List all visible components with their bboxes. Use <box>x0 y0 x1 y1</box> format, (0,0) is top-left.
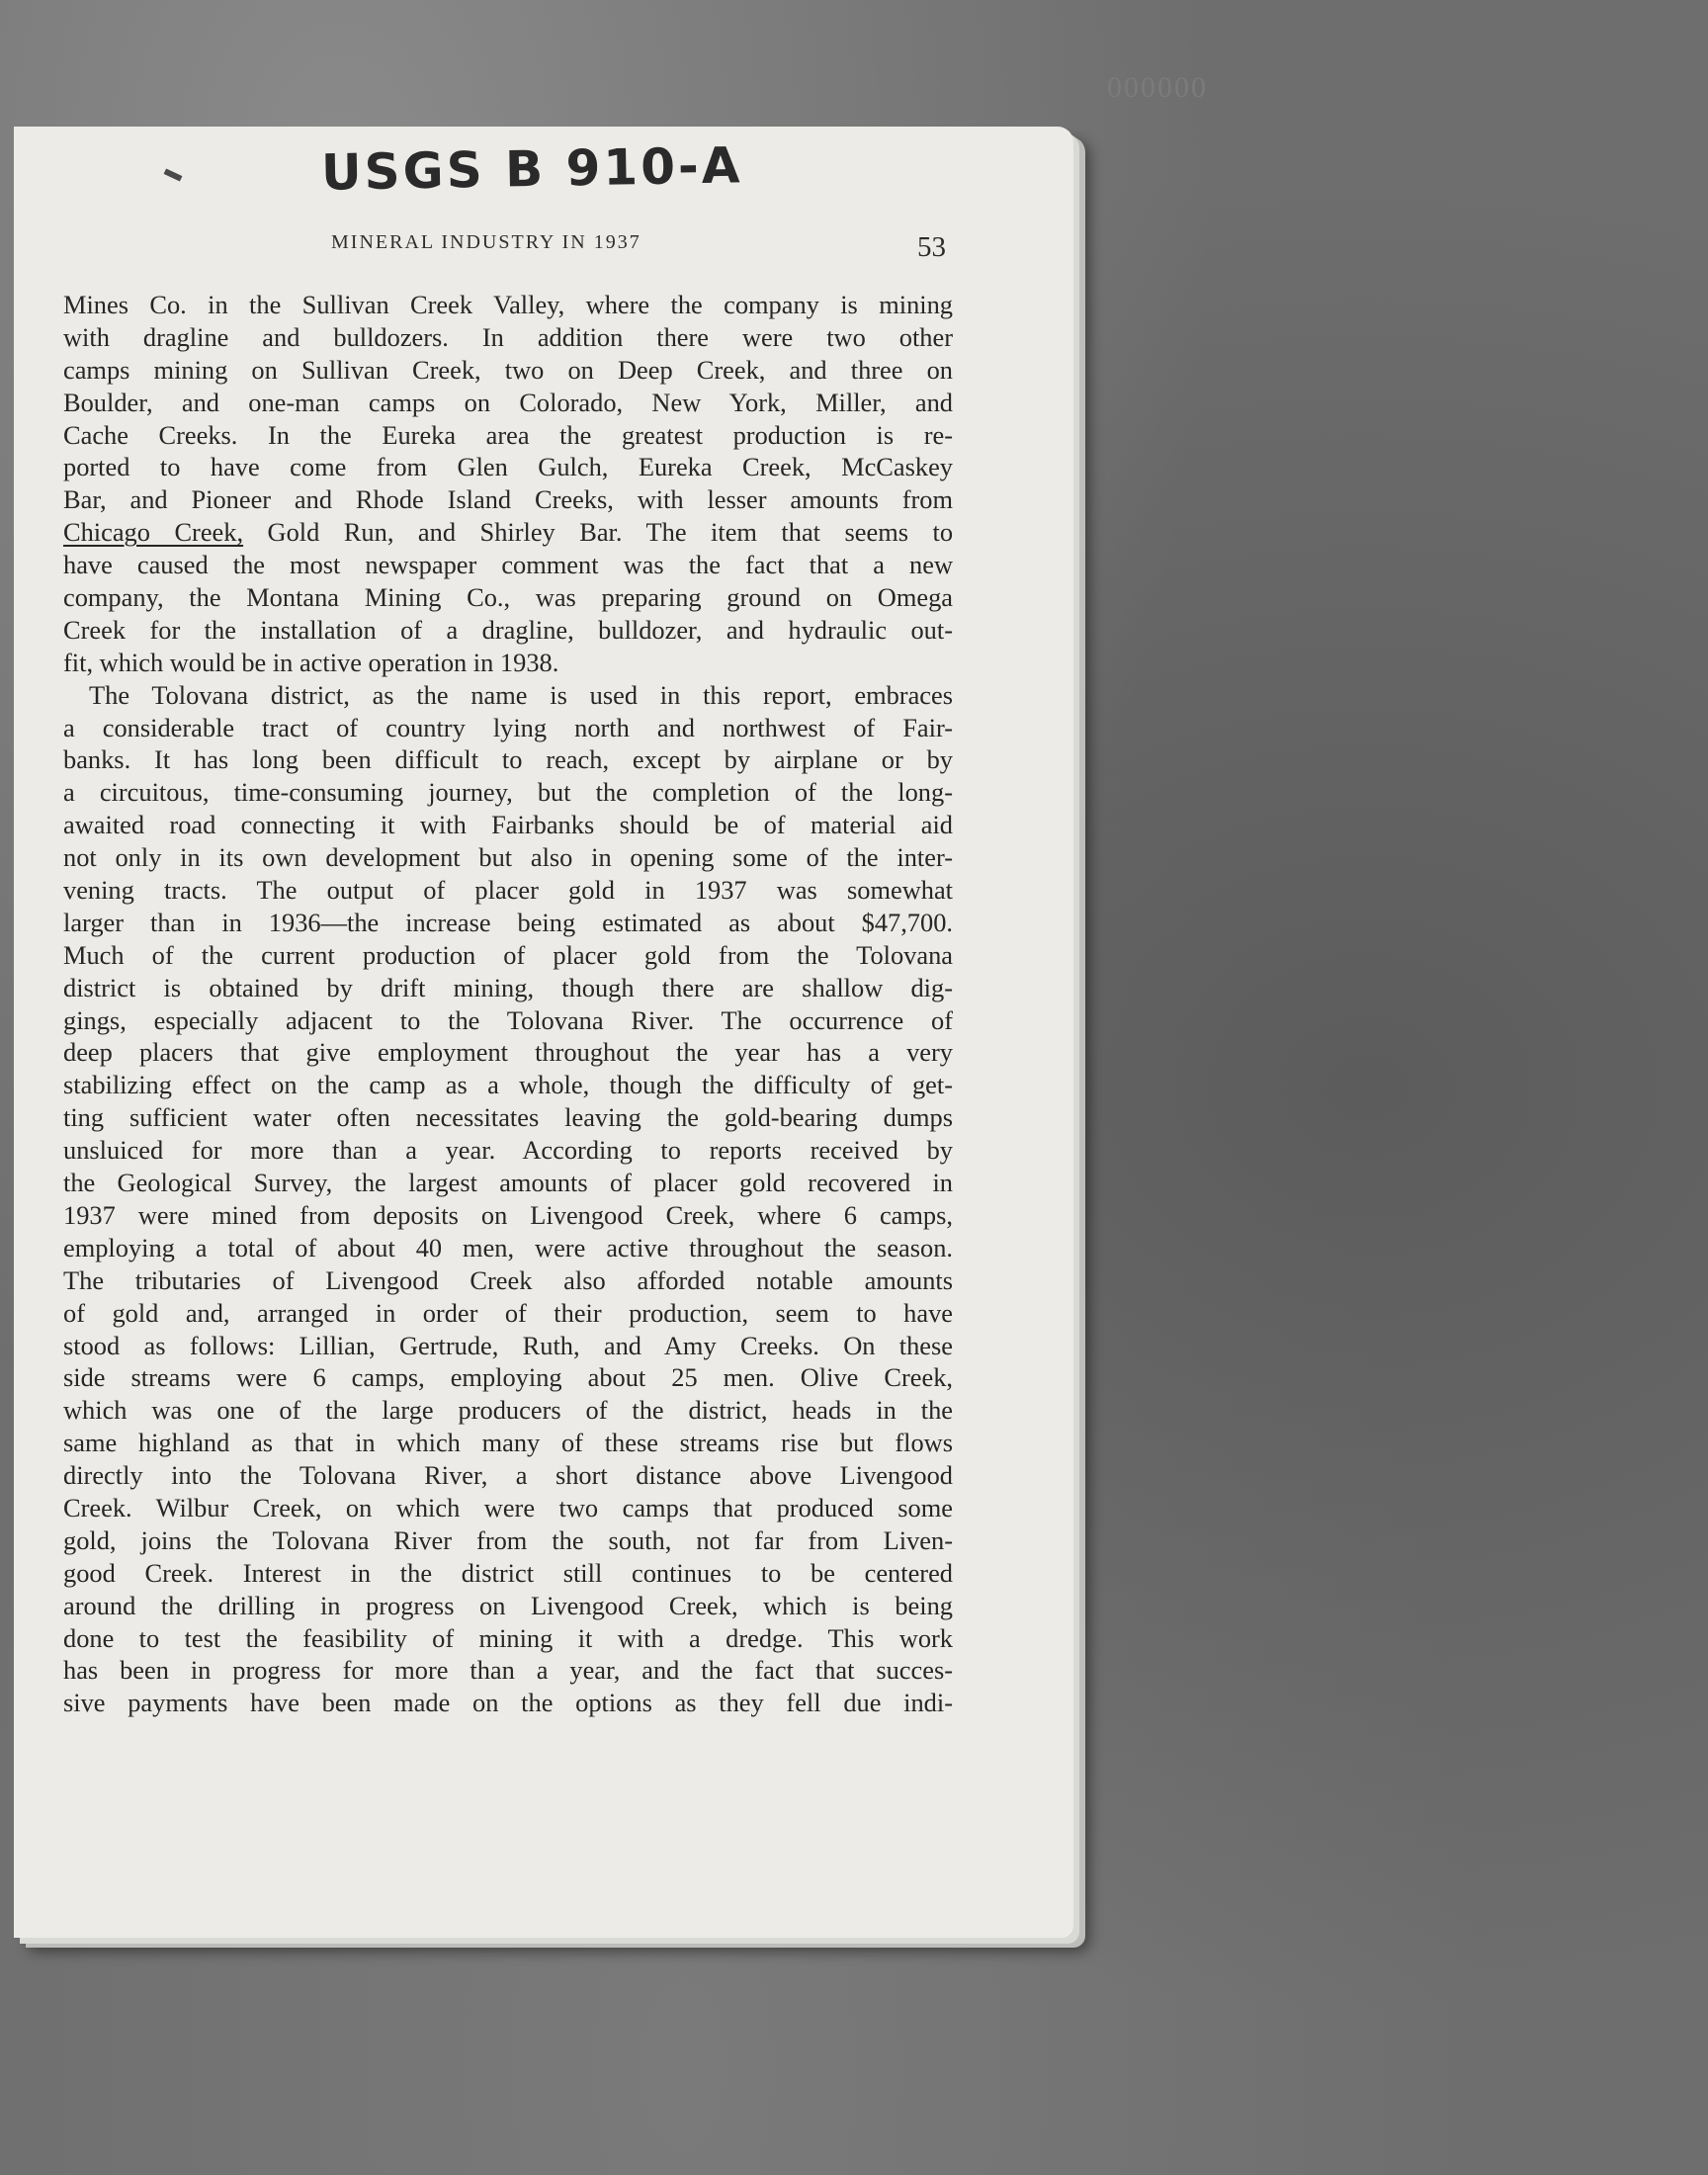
scan-stamp-mark: 000000 <box>1107 71 1208 104</box>
text-line: not only in its own development but also in opening some of the inter- <box>63 842 953 873</box>
paragraph-2 <box>63 679 953 1720</box>
body-text <box>63 289 953 1719</box>
text-line: stabilizing effect on the camp as a whole, though the difficulty of get- <box>63 1070 953 1100</box>
text-line: Bar, and Pioneer and Rhode Island Creeks, with lesser amounts from <box>63 484 953 515</box>
text-line: gold, joins the Tolovana River from the south, not far from Liven- <box>63 1524 953 1555</box>
text-line: fit, which would be in active operation in 1938. <box>63 647 559 677</box>
text-line: Much of the current production of placer gold from the Tolovana <box>63 939 953 970</box>
page-edge-shadow <box>1073 148 1083 1918</box>
text-line: of gold and, arranged in order of their production, seem to have <box>63 1297 953 1328</box>
text-line: has been in progress for more than a year, and the fact that succes- <box>63 1655 953 1686</box>
text-line: ting sufficient water often necessitates leaving the gold-bearing dumps <box>63 1102 953 1133</box>
paragraph-1 <box>63 289 953 679</box>
text-line: gings, especially adjacent to the Tolovana River. The occurrence of <box>63 1004 953 1035</box>
text-line: around the drilling in progress on Livengood Creek, which is being <box>63 1590 953 1620</box>
text-line: larger than in 1936—the increase being estimated as about $47,700. <box>63 907 953 937</box>
text-line: vening tracts. The output of placer gold in 1937 was somewhat <box>63 875 953 906</box>
text-line: The tributaries of Livengood Creek also afforded notable amounts <box>63 1264 953 1295</box>
page-number: 53 <box>917 231 946 263</box>
text-line: camps mining on Sullivan Creek, two on Deep Creek, and three on <box>63 354 953 385</box>
text-line: Creek for the installation of a dragline, bulldozer, and hydraulic out- <box>63 614 953 645</box>
text-line: stood as follows: Lillian, Gertrude, Ruth, and Amy Creeks. On these <box>63 1330 953 1360</box>
text-line: 1937 were mined from deposits on Livengood Creek, where 6 camps, <box>63 1199 953 1230</box>
text-line: sive payments have been made on the options as they fell due indi- <box>63 1688 953 1718</box>
running-head: MINERAL INDUSTRY IN 1937 <box>331 231 641 253</box>
text-line: Mines Co. in the Sullivan Creek Valley, where the company is mining <box>63 290 953 319</box>
text-line: district is obtained by drift mining, though there are shallow dig- <box>63 972 953 1002</box>
text-line: a circuitous, time-consuming journey, but the completion of the long- <box>63 777 953 808</box>
text-line: good Creek. Interest in the district still continues to be centered <box>63 1557 953 1588</box>
text-line: deep placers that give employment throughout the year has a very <box>63 1037 953 1068</box>
text-line: Boulder, and one-man camps on Colorado, New York, Miller, and <box>63 387 953 417</box>
text-line: Creek. Wilbur Creek, on which were two camps that produced some <box>63 1492 953 1522</box>
text-line: employing a total of about 40 men, were active throughout the season. <box>63 1232 953 1262</box>
text-line: directly into the Tolovana River, a short distance above Livengood <box>63 1460 953 1491</box>
text-line: which was one of the large producers of the district, heads in the <box>63 1395 953 1426</box>
text-line: a considerable tract of country lying north and northwest of Fair- <box>63 712 953 742</box>
text-line: company, the Montana Mining Co., was preparing ground on Omega <box>63 582 953 613</box>
text-line: unsluiced for more than a year. According to reports received by <box>63 1135 953 1166</box>
text-line: same highland as that in which many of these streams rise but flows <box>63 1428 953 1458</box>
text-line: side streams were 6 camps, employing about 25 men. Olive Creek, <box>63 1362 953 1393</box>
text-line: done to test the feasibility of mining it with a dredge. This work <box>63 1622 953 1653</box>
text-line-underlined: Chicago Creek, Gold Run, and Shirley Bar. The item that seems to <box>63 517 953 548</box>
text-line: the Geological Survey, the largest amounts of placer gold recovered in <box>63 1168 953 1198</box>
handwritten-note: USGS B 910-A <box>320 136 743 202</box>
text-line: awaited road connecting it with Fairbanks should be of material aid <box>63 810 953 840</box>
text-line: banks. It has long been difficult to reach, except by airplane or by <box>63 744 953 775</box>
underlined-phrase: Chicago Creek, <box>63 517 244 548</box>
text-line: Cache Creeks. In the Eureka area the greatest production is re- <box>63 419 953 450</box>
text-line: with dragline and bulldozers. In addition there were two other <box>63 321 953 352</box>
text-line: ported to have come from Glen Gulch, Eureka Creek, McCaskey <box>63 452 953 482</box>
text-line: have caused the most newspaper comment was the fact that a new <box>63 550 953 580</box>
text-line: The Tolovana district, as the name is used in this report, embraces <box>89 679 953 710</box>
